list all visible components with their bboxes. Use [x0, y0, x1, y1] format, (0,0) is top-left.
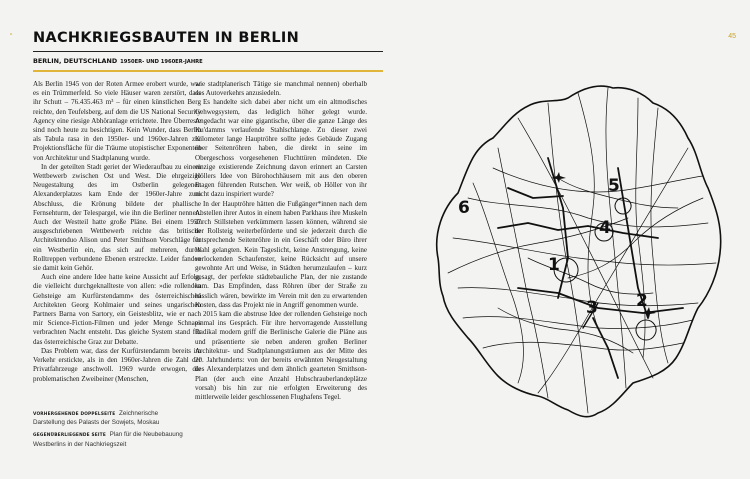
- map-label-1: 1: [548, 255, 560, 275]
- paragraph: 2015 kam die abstruse Idee der rollenden Gehsteige noch einmal ins Gespräch. Für ihre hervorragende Ausstellung Radikal modern griff die Berlinische Galerie die Pläne aus und präsentierte sie neben anderen großen Berliner Architektur- und Stadtplanungsträumen aus der Mitte des 20. Jahrhunderts: von der bereits erwähnten Neugestaltung des Alexanderplatzes und dem ähnlich gearteten Smithson-Plan (der auch eine Anzahl Hubschrauberlandeplätze vorsah) bis hin zur nie erfolgten Erweiterung des mittlerweile leider geschlossenen Flughafens Tegel.: [195, 310, 367, 401]
- paragraph: Das Problem war, dass der Kurfürstendamm bereits im Verkehr erstickte, als in den 1960er-Jahren die Zahl der Privatfahrzeuge anschwoll. 1969 wurde erwogen, die problematischen Zweibeiner (Menschen,: [33, 346, 201, 383]
- body-column-2: [195, 80, 367, 420]
- map-label-6: 6: [458, 198, 470, 218]
- right-page-number: 45: [728, 33, 736, 40]
- paragraph: In der Hauptröhre hätten die Fußgänger*innen nach dem Abstellen ihrer Autos in einem haben Parkhaus ihre Muskeln durch Stillstehen verkümmern lassen können, während sie der Rollsteig weiterbeförderte und sie jederzeit durch die entsprechende Seitenröhre in ein Geschäft oder Büro ihrer Wahl gelangten. Kein Tageslicht, keine Anstrengung, keine verlockenden Schaufenster, keine Rücksicht auf unsere gewohnte Art und Weise, in Städten herumzulaufen – kurz gesagt, der perfekte städtebauliche Plan, der nie zustande kam. Das Empfinden, dass Röhren über der Straße zu hässlich wären, bewirkte im Verein mit den zu erwartenden Kosten, dass das Projekt nie in Angriff genommen wurde.: [195, 199, 367, 309]
- article-subtitle: [33, 57, 203, 65]
- body-column-1: [33, 80, 201, 383]
- article-title-text: NACHKRIEGSBAUTEN IN BERLIN: [33, 30, 300, 46]
- caption-key: VORHERGEHENDE DOPPELSEITE: [33, 412, 116, 417]
- image-captions: [33, 410, 183, 453]
- paragraph: Es handelte sich dabei aber nicht um ein altmodisches Gehwegsystem, das lediglich höher gelegt wurde. Angedacht war eine gigantische, über die ganze Länge des Ku'damms verlaufende Stahlschlange. Zu dieser zwei Kilometer lange Hauptröhre sollte jedes Gebäude Zugang über Seitenröhren haben, die direkt in seine im Obergeschoss vorgesehenen Fluchttüren mündeten. Die einzige existierende Zeichnung davon erinnert an Carsten Höllers Idee von Bürohochhäusern mit aus den oberen Etagen führenden Rutschen. Wer weiß, ob Höller von ihr nicht dazu inspiriert wurde?: [195, 98, 367, 199]
- map-label-5: 5: [608, 176, 620, 196]
- caption: [33, 410, 183, 427]
- caption: [33, 431, 183, 448]
- map-label-3: 3: [586, 298, 598, 318]
- berlin-plan-map: [398, 58, 738, 458]
- caption-text: Plan für die Neubebauung Westberlins in der Nachkriegszeit: [33, 431, 183, 448]
- paragraph: Als Berlin 1945 von der Roten Armee erobert wurde, war es ein Trümmerfeld. So viele Häuser waren zerstört, dass ihr Schutt – 76.435.463 m³ – für einen künstlichen Berg reichte, den Teufelsberg, auf dem die US National Security Agency eine riesige Abhöranlage errichtete. Ihre Überreste sind noch heute zu besichtigen. Kein Wunder, dass Berlin als Tabula rasa in den 1950er- und 1960er-Jahren zur Projektionsfläche für die Träume utopistischer Exponenten von Architektur und Stadtplanung wurde.: [33, 80, 201, 162]
- marker-circle-2: [636, 320, 656, 340]
- caption-text: Zeichnerische Darstellung des Palasts der Sowjets, Moskau: [33, 410, 160, 427]
- map-label-4: 4: [599, 218, 611, 238]
- left-page-marker: “: [10, 33, 13, 40]
- article-title: [33, 30, 299, 46]
- paragraph: wie stadtplanerisch Tätige sie manchmal nennen) oberhalb des Autoverkehrs anzusiedeln.: [195, 80, 367, 98]
- accent-rule: [33, 70, 383, 72]
- caption-key: GEGENÜBERLIEGENDE SEITE: [33, 433, 106, 439]
- map-label-2: 2: [636, 291, 648, 311]
- location-text: BERLIN, DEUTSCHLAND: [33, 57, 118, 65]
- title-rule: [33, 51, 383, 52]
- era-text: 1950ER- UND 1960ER-JAHRE: [120, 59, 203, 65]
- paragraph: In der geteilten Stadt geriet der Wiederaufbau zu einem Wettbewerb zwischen Ost und West. Die ehrgeizige Neugestaltung des im Ostberlin gelegenen Alexanderplatzes kam Ende der 1960er-Jahre zum Abschluss, die Krönung bildete der phallische Fernsehturm, der Telespargel, wie ihn die Berliner nennen. Auch der Westteil hatte große Pläne. Bei einem 1957 ausgeschriebenen Wettbewerb reichte das britische Architektenduo Alison und Peter Smithson Vorschläge für ein Westberlin ein, das sich auf mehreren, durch Rolltreppen verbundene Ebenen erstreckte. Leider fanden sie damit kein Gehör.: [33, 162, 201, 273]
- paragraph: Auch eine andere Idee hatte keine Aussicht auf Erfolg, die vielleicht durchgeknallteste von allen: »die rollenden Gehsteige am Kurfürstendamm« des österreichischen Architekten Georg Kohlmaier und seines ungarischen Partners Barna von Sartory, ein Geistesblitz, wie er nach mir Science-Fiction-Filmen und jeder Menge Schnaps verbrachten Nacht entsteht. Das gleiche System stand für das österreichische Graz zur Debatte.: [33, 273, 201, 346]
- city-boundary: [437, 86, 721, 417]
